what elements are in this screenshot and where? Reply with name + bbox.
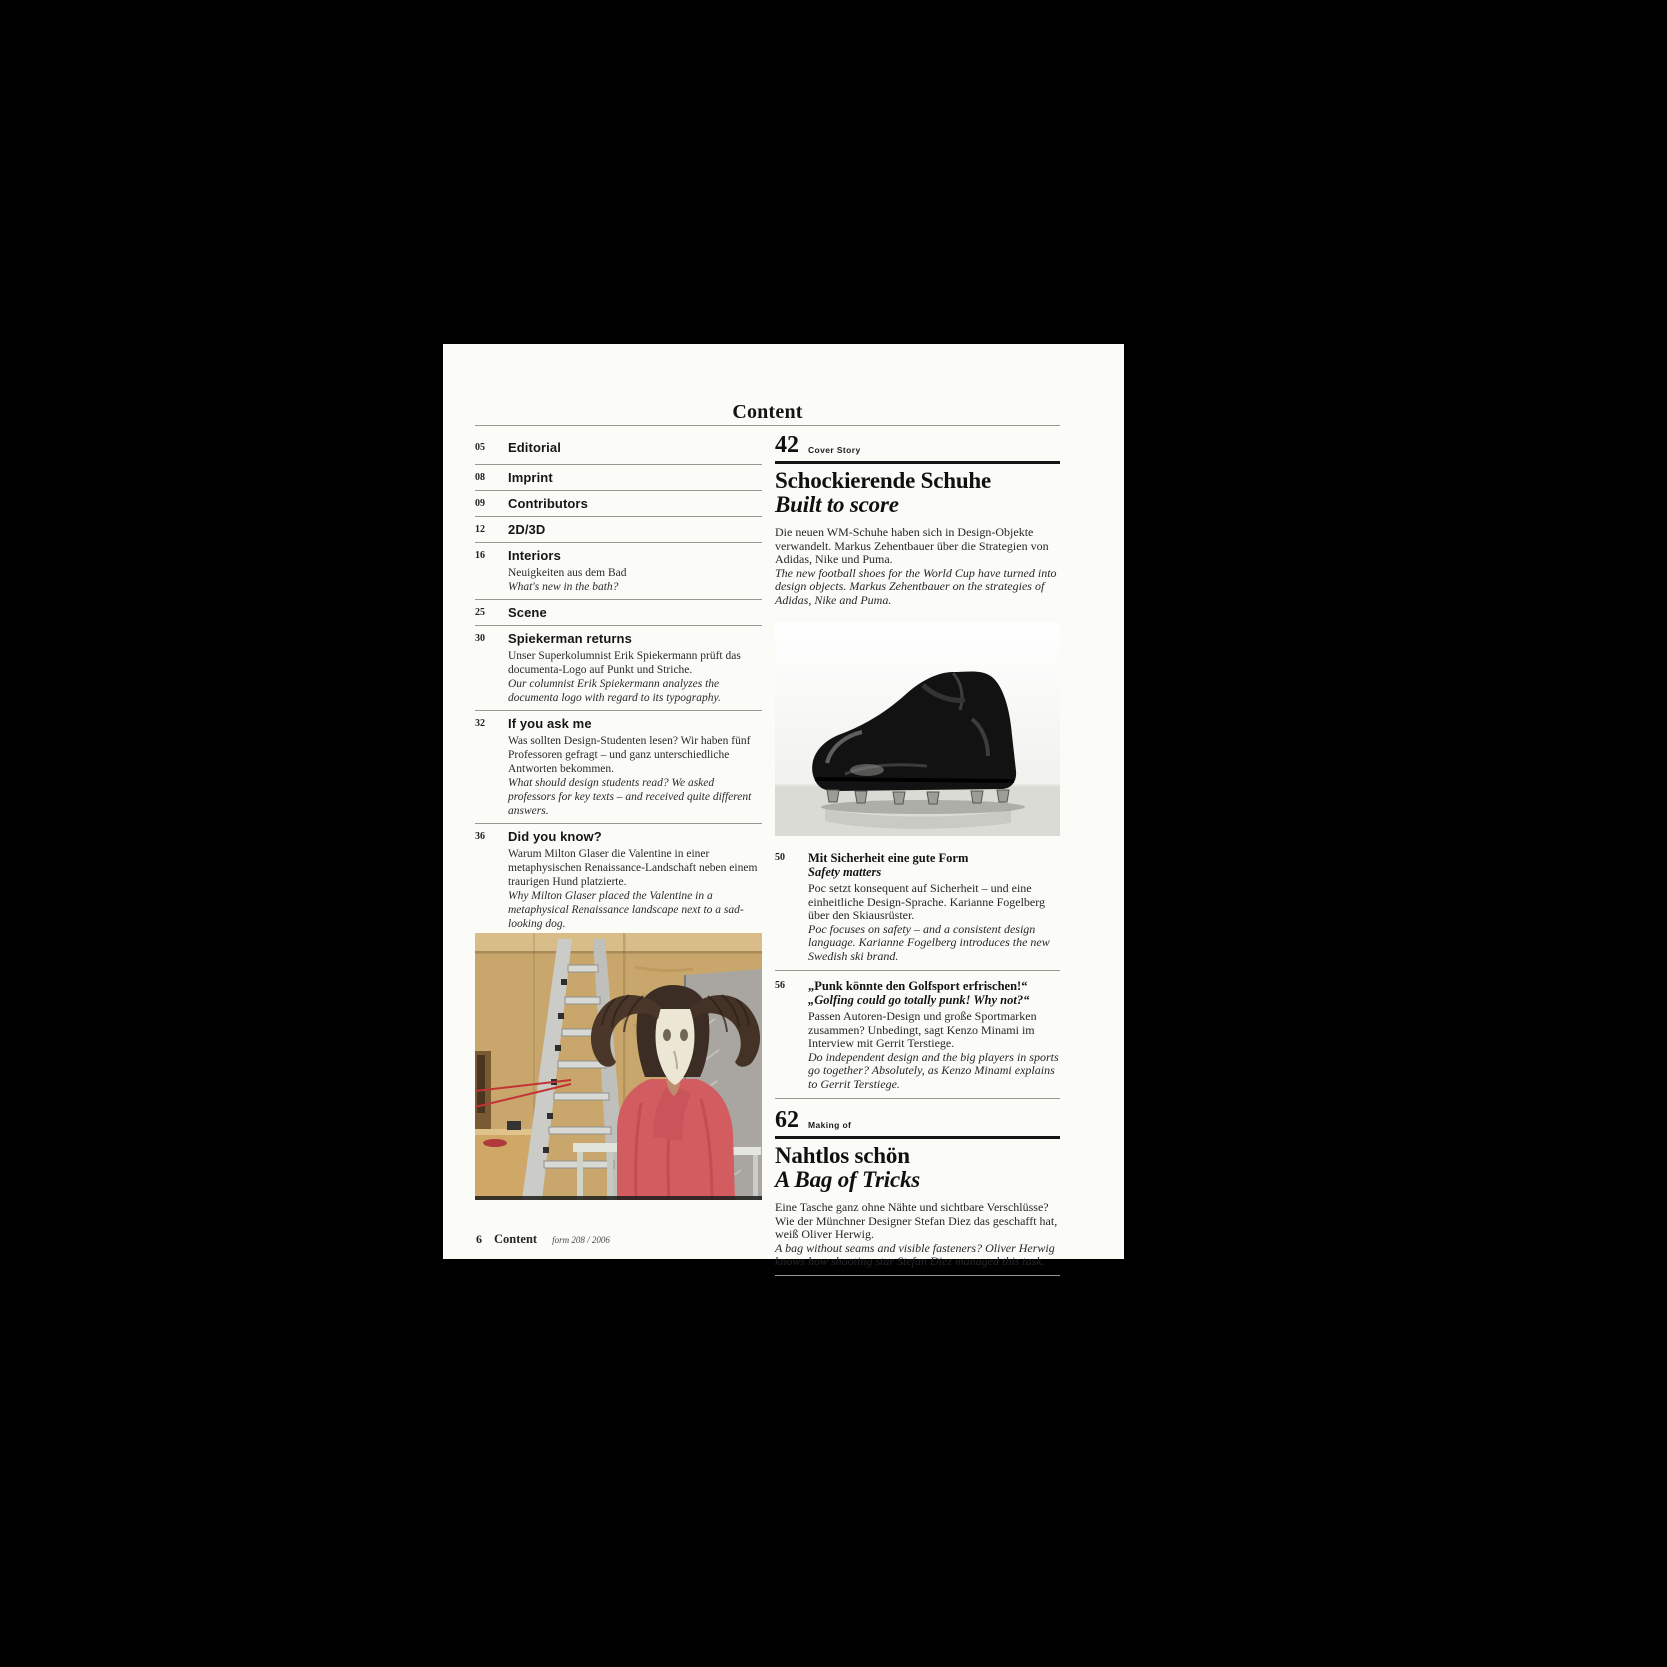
toc-entry-title: If you ask me	[508, 716, 592, 731]
feature-62-making-of	[775, 1109, 1060, 1276]
intro-german: Die neuen WM-Schuhe haben sich in Design-Objekte verwandelt. Markus Zehentbauer über die Strategien von Adidas, Nike und Puma.	[775, 525, 1049, 566]
toc-page-number: 32	[475, 718, 485, 729]
intro-english: A bag without seams and visible fasteners? Oliver Herwig knows how shooting star Stefan Diez managed this task.	[775, 1240, 1055, 1268]
photo-bottom-edge	[475, 1196, 762, 1200]
description-english: Poc focuses on safety – and a consistent design language. Karianne Fogelberg introduces the new Swedish ski brand.	[808, 921, 1050, 963]
page-footer	[476, 1232, 610, 1247]
description-german: Unser Superkolumnist Erik Spiekermann prüft das documenta-Logo auf Punkt und Striche.	[508, 650, 741, 676]
thick-divider	[775, 1136, 1060, 1139]
folio-page-number: 6	[476, 1232, 482, 1246]
description-german: Poc setzt konsequent auf Sicherheit – und eine einheitliche Design-Sprache. Karianne Fogelberg über den Skiausrüster.	[808, 881, 1046, 922]
ram-skull-portrait-illustration	[475, 933, 762, 1200]
cover-photo-football-boot	[775, 623, 1060, 836]
item-title-german: Mit Sicherheit eine gute Form	[808, 851, 969, 865]
toc-entry-contributors	[475, 491, 762, 517]
description-german: Neuigkeiten aus dem Bad	[508, 567, 627, 579]
toc-entry-editorial	[475, 426, 762, 465]
item-title-english: Safety matters	[808, 865, 882, 879]
feature-kicker: Making of	[808, 1120, 852, 1130]
feature-42-header	[775, 434, 1060, 457]
toc-entry-if-you-ask-me	[475, 711, 762, 824]
intro-english: The new football shoes for the World Cup have turned into design objects. Markus Zehentbauer on the strategies of Adidas, Nike and Puma.	[775, 565, 1057, 607]
description-english: What should design students read? We asked professors for key texts – and received quite different answers.	[508, 777, 752, 817]
feature-page-number: 50	[775, 852, 785, 863]
toc-page-number: 12	[475, 524, 485, 535]
feature-title-german: Schockierende Schuhe	[775, 468, 992, 493]
toc-page-number: 09	[475, 498, 485, 509]
description-english: Do independent design and the big players in sports go together? Absolutely, as Kenzo Minami explains to Gerrit Terstiege.	[808, 1049, 1059, 1091]
toc-entry-interiors	[475, 543, 762, 600]
feature-title-english: Built to score	[775, 492, 899, 517]
toc-page-number: 05	[475, 442, 485, 453]
shelf-items	[475, 1051, 491, 1133]
toc-page-number: 36	[475, 831, 485, 842]
folio-issue: form 208 / 2006	[552, 1235, 610, 1245]
toc-entry-description	[508, 847, 762, 931]
toc-entry-title: Contributors	[508, 496, 588, 511]
description-german: Passen Autoren-Design und große Sportmarken zusammen? Unbedingt, sagt Kenzo Minami im Interview mit Gerrit Terstiege.	[808, 1009, 1037, 1050]
description-german: Was sollten Design-Studenten lesen? Wir haben fünf Professoren gefragt – und ganz unterschiedliche Antworten bekommen.	[508, 735, 751, 775]
item-description	[808, 1010, 1060, 1091]
toc-entry-title: Imprint	[508, 470, 553, 485]
feature-intro	[775, 1201, 1060, 1269]
feature-intro	[775, 526, 1060, 607]
feature-page-number: 62	[775, 1107, 799, 1133]
toc-entry-title: Spiekerman returns	[508, 631, 632, 646]
toc-entry-title: Interiors	[508, 548, 561, 563]
toc-entry-spiekerman-returns	[475, 626, 762, 711]
description-english: Why Milton Glaser placed the Valentine in a metaphysical Renaissance landscape next to a sad-looking dog.	[508, 890, 744, 930]
toc-entry-title: 2D/3D	[508, 522, 546, 537]
item-title-german: „Punk könnte den Golfsport erfrischen!“	[808, 979, 1028, 993]
divider	[775, 1275, 1060, 1276]
toc-entry-2d3d	[475, 517, 762, 543]
toc-page-number: 30	[475, 633, 485, 644]
description-german: Warum Milton Glaser die Valentine in einer metaphysischen Renaissance-Landschaft neben einem traurigen Hund platzierte.	[508, 848, 758, 888]
football-boot-illustration	[775, 623, 1060, 836]
toc-entry-description	[508, 734, 762, 818]
feature-title-german: Nahtlos schön	[775, 1143, 910, 1168]
description-english: What's new in the bath?	[508, 581, 619, 593]
toc-entry-description	[508, 649, 762, 705]
toc-page-number: 25	[475, 607, 485, 618]
toc-page-number: 08	[475, 472, 485, 483]
feature-56-golf-punk	[775, 979, 1060, 1099]
skull-eye-socket	[663, 1029, 671, 1041]
toc-entry-title: Scene	[508, 605, 547, 620]
item-description	[808, 882, 1060, 963]
description-english: Our columnist Erik Spiekermann analyzes the documenta logo with regard to its typography.	[508, 678, 721, 704]
toc-entry-title: Did you know?	[508, 829, 602, 844]
toc-entry-scene	[475, 600, 762, 626]
folio-section: Content	[494, 1232, 538, 1246]
toc-entry-description	[508, 566, 762, 594]
toc-page-number: 16	[475, 550, 485, 561]
boot-shadow	[821, 800, 1025, 814]
feature-62-header	[775, 1109, 1060, 1132]
page-title: Content	[732, 401, 803, 423]
toc-entry-imprint	[475, 465, 762, 491]
feature-page-number: 42	[775, 432, 799, 458]
item-title-english: „Golfing could go totally punk! Why not?“	[808, 993, 1030, 1007]
feature-kicker: Cover Story	[808, 445, 861, 455]
feature-page-number: 56	[775, 980, 785, 991]
inshort-photo-ram-skull-portrait	[475, 933, 762, 1200]
skull-eye-socket	[680, 1029, 688, 1041]
thick-divider	[775, 461, 1060, 464]
intro-german: Eine Tasche ganz ohne Nähte und sichtbare Verschlüsse? Wie der Münchner Designer Stefan Diez das geschafft hat, weiß Oliver Herwig.	[775, 1200, 1058, 1241]
features-column	[775, 434, 1060, 1276]
toc-entry-did-you-know	[475, 824, 762, 937]
feature-title-english: A Bag of Tricks	[775, 1167, 921, 1192]
magazine-page	[443, 344, 1124, 1268]
toc-entry-title: Editorial	[508, 440, 561, 455]
feature-50-safety-matters	[775, 851, 1060, 971]
